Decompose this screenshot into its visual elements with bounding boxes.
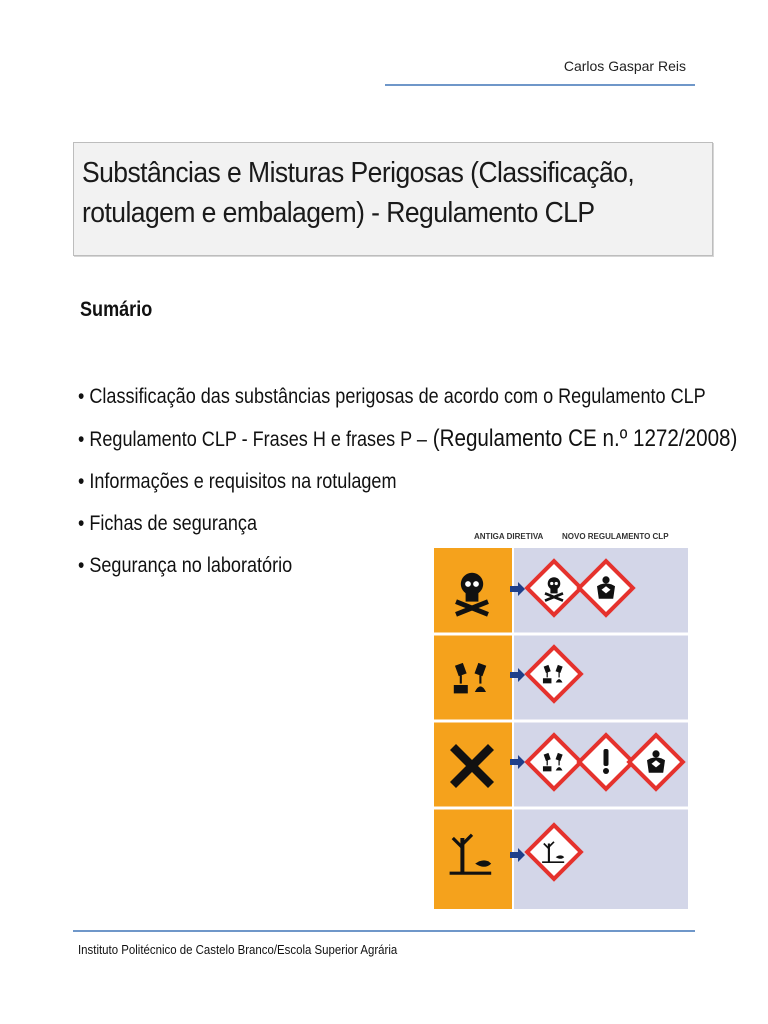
- summary-item-text: • Regulamento CLP - Frases H e frases P –: [78, 428, 427, 451]
- author-underline: [385, 84, 695, 86]
- summary-item: • Classificação das substâncias perigosas de acordo com o Regulamento CLP: [78, 385, 706, 408]
- column-header-old: ANTIGA DIRETIVA: [474, 532, 544, 541]
- summary-heading: Sumário: [80, 298, 153, 321]
- hazard-pictogram-comparison: [434, 526, 688, 909]
- summary-item: • Informações e requisitos na rotulagem: [78, 470, 397, 493]
- footer-divider: [73, 930, 695, 932]
- summary-item: • Segurança no laboratório: [78, 554, 293, 577]
- summary-item: • Fichas de segurança: [78, 512, 258, 535]
- summary-item-regulation: (Regulamento CE n.º 1272/2008): [426, 425, 738, 452]
- footer-institution: Instituto Politécnico de Castelo Branco/Escola Superior Agrária: [78, 942, 398, 957]
- title-box: [73, 142, 713, 256]
- column-header-new: NOVO REGULAMENTO CLP: [562, 532, 669, 541]
- author-name: Carlos Gaspar Reis: [563, 58, 686, 74]
- summary-item: [78, 418, 737, 461]
- page-title: Substâncias e Misturas Perigosas (Classificação, rotulagem e embalagem) - Regulamento CLP: [82, 157, 635, 229]
